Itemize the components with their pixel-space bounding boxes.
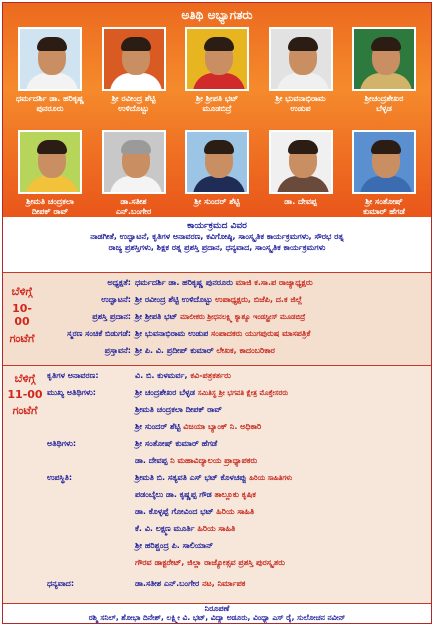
guest-card <box>343 27 425 114</box>
row-extra: ಲೇಖಕ, ಕಾದಂಬರಿಕಾರ <box>216 346 275 355</box>
session-2-time <box>5 372 45 417</box>
guest-card <box>260 130 342 217</box>
row-label: ಕೃತಿಗಳ ಅನಾವರಣ: <box>47 371 99 380</box>
row-extra: ನಟ, ನಿರ್ಮಾಪಕ <box>202 579 246 588</box>
guest-photo <box>352 27 416 91</box>
guest-name-line2: ಪುನರೂರು <box>36 104 64 113</box>
row-label: ಪ್ರಸ್ತಾವನೆ: <box>104 346 131 355</box>
programme-line: ನಾಡಗೀತೆ, ಉದ್ಘಾಟನೆ, ಕೃತಿಗಳ ಅನಾವರಣ, ಕವಿಗೋಷ್ಠಿ, ಸಾಂಸ್ಕೃತಿಕ ಕಾರ್ಯಕ್ರಮಗಳು, ಸೌರಭ ರತ್ನ <box>90 232 344 241</box>
row-label: ಉಪಸ್ಥಿತಿ: <box>47 473 73 482</box>
row-value: ಶ್ರೀ ಪಿ. ವಿ. ಪ್ರದೀಪ್ ಕುಮಾರ್ <box>135 346 214 355</box>
guest-name: ಡಾ.ಸತೀಶ <box>120 197 147 206</box>
row-extra: ಹಿರಿಯ ಸಾಹಿತಿ <box>197 524 236 533</box>
guest-name: ಶ್ರೀಚಂದ್ರಶೇಖರ <box>364 94 404 103</box>
row-value: ಕೆ. ವಿ. ಲಕ್ಷ್ಮಣ ಮೂರ್ತಿ <box>135 524 195 533</box>
row-value: ಶ್ರೀಮತಿ ಚಂದ್ರಕಲಾ ದೀಪಕ್ ರಾವ್ <box>135 405 222 414</box>
row-value: ಶ್ರೀ ಸಂತೋಷ್ ಕುಮಾರ್ ಹೆಗಡೆ <box>135 439 218 448</box>
programme-title: ಕಾರ್ಯಕ್ರಮದ ವಿವರ <box>187 221 247 231</box>
guest-name: ಶ್ರೀ ರವೀಂದ್ರ ಶೆಟ್ಟಿ <box>111 94 156 103</box>
guest-name: ಶ್ರೀ ಸುಂದರ್ ಶೆಟ್ಟಿ <box>194 197 240 206</box>
programme-section <box>3 217 431 273</box>
row-value: ಧರ್ಮದರ್ಶಿ ಡಾ. ಹರಿಕೃಷ್ಣ ಪುನರೂರು <box>135 278 233 287</box>
guest-photo <box>102 27 166 91</box>
row-value: ಶ್ರೀ ಚಂದ್ರಶೇಖರ ಬೆಳ್ಳಡ <box>135 388 195 397</box>
row-extra: ತಾಲ್ಲೂಕು ಕೃಷಿಕ <box>214 490 256 499</box>
guest-name: ಧರ್ಮದರ್ಶಿ ಡಾ. ಹರಿಕೃಷ್ಣ <box>15 94 85 103</box>
guest-name: ಶ್ರೀಮತಿ ಚಂದ್ರಕಲಾ <box>26 197 74 206</box>
row-label: ಪ್ರಶಸ್ತಿ ಪ್ರದಾನ: <box>92 312 131 321</box>
guest-card <box>343 130 425 217</box>
session-1-time <box>5 285 39 345</box>
guest-photo <box>18 27 82 91</box>
time-label: ಬೆಳಿಗ್ಗೆ <box>11 285 33 298</box>
guest-name-line2: ಉಳಿದೊಟ್ಟು <box>118 104 149 113</box>
time-unit: ಗಂಟೆಗೆ <box>9 332 35 345</box>
row-label: ಧನ್ಯವಾದ: <box>47 579 75 588</box>
guest-name-line2: ದೀಪಕ್ ರಾವ್ <box>31 207 69 216</box>
guest-photo <box>185 27 249 91</box>
guest-name: ಶ್ರೀ ಸಂತೋಷ್ <box>365 197 403 206</box>
guest-name-line2: ಮೂಡಬಿದ್ರೆ <box>202 104 232 113</box>
row-extra: ಮಾಜಿ ಕ.ಸಾ.ಪ ರಾಜ್ಯಾಧ್ಯಕ್ಷರು <box>235 278 313 287</box>
guest-card <box>9 27 91 114</box>
row-value: ಶ್ರೀ ಭುವನಾಭಿರಾಮ ಉಡುಪ <box>135 329 209 338</box>
row-value: ವಿ. ಬಿ. ಕುಳಮರ್ವ, <box>135 371 188 380</box>
guests-title: ಅತಿಥಿ ಅಭ್ಯಾಗತರು <box>181 8 253 22</box>
row-label: ಮುಖ್ಯ ಅತಿಥಿಗಳು: <box>47 388 96 397</box>
row-extra: ಹಿರಿಯ ಸಾಹಿತಿ <box>216 507 255 516</box>
row-extra: ಗೌರವ ಡಾಕ್ಟರೇಟ್, ಜಿಲ್ಲಾ ರಾಜ್ಯೋತ್ಸವ ಪ್ರಶಸ್ತಿ ಪುರಸ್ಕೃತರು <box>135 558 285 567</box>
time-label: ಬೆಳಿಗ್ಗೆ <box>14 372 36 385</box>
row-value: ಶ್ರೀ ಶ್ರೀಪತಿ ಭಟ್ <box>135 312 178 321</box>
guest-card <box>176 130 258 217</box>
guest-name: ಡಾ. ದೇವಪ್ಪ <box>284 197 317 206</box>
time-value: 10-00 <box>12 302 32 328</box>
session-1 <box>3 273 431 365</box>
row-value: ಪಡಂಬೈಲು ಡಾ. ಕೃಷ್ಣಪ್ಪ ಗೌಡ <box>135 490 212 499</box>
row-label: ಅತಿಥಿಗಳು: <box>47 439 77 448</box>
row-label: ಉದ್ಘಾಟನೆ: <box>101 295 131 304</box>
guest-name: ಶ್ರೀ ಶ್ರೀಪತಿ ಭಟ್ <box>195 94 239 103</box>
guest-name: ಶ್ರೀ ಭುವನಾಭಿರಾಮ <box>275 94 326 103</box>
footer-presenters: ರಶ್ಮಿ ಸನಿಲ್, ಶೋಭಾ ದಿನೇಶ್, ಲಕ್ಷ್ಮೀ ವಿ. ಭಟ್, ವಿದ್ಯಾ ಅಡೂರು, ವಿಂಧ್ಯಾ ಎಸ್ ರೈ, ಸುಲೋಚನ ನವೀನ್ <box>88 613 346 622</box>
guest-photo <box>185 130 249 194</box>
row-extra: ವಿಜಯಾ ಬ್ಯಾಂಕ್ ನಿ. ಅಧಿಕಾರಿ <box>183 422 262 431</box>
row-value: ಡಾ. ಕೊಳ್ಳಪ್ಪೆ ಗೋವಿಂದ ಭಟ್ <box>135 507 214 516</box>
row-extra: ಹಿರಿಯ ಸಾಹಿತಿಗಳು <box>249 474 293 482</box>
row-value: ಶ್ರೀಮತಿ ಬಿ. ಸತ್ಯವತಿ ಎಸ್ ಭಟ್ ಕೊಳಚಪ್ಪು <box>135 473 247 482</box>
guests-section <box>3 3 431 217</box>
row-value: ಶ್ರೀ ರವೀಂದ್ರ ಶೆಟ್ಟಿ ಉಳಿದೊಟ್ಟು <box>135 295 213 304</box>
row-label: ಅಧ್ಯಕ್ಷತೆ: <box>107 278 131 287</box>
guest-name-line2: ಕುಮಾರ್ ಹೆಗಡೆ <box>363 207 405 216</box>
guest-card <box>9 130 91 217</box>
row-value: ಡಾ.ಸತೀಶ ಎನ್.ಬಂಗೇರ <box>135 579 200 588</box>
guest-photo <box>269 130 333 194</box>
guest-name-line2: ಎನ್.ಬಂಗೇರ <box>115 207 152 216</box>
programme-line: ರಾಜ್ಯ ಪ್ರಶಸ್ತಿಗಳು, ಶಿಕ್ಷಕ ರತ್ನ ಪ್ರಶಸ್ತಿ ಪ್ರದಾನ, ಧನ್ಯವಾದ, ಸಾಂಸ್ಕೃತಿಕ ಕಾರ್ಯಕ್ರಮಗಳು <box>108 243 326 252</box>
row-extra: ಉಪಾಧ್ಯಕ್ಷರು, ಬಿಜೆಪಿ, ದ.ಕ ಜಿಲ್ಲೆ <box>215 295 303 304</box>
guest-card <box>176 27 258 114</box>
guest-card <box>260 27 342 114</box>
row-extra: ಸಮಿತಿಸ್ಥ ಶ್ರೀ ಭಗವತಿ ಕ್ಷೇತ್ರ ಮೊಕ್ತೇಸರರು <box>197 389 289 397</box>
guest-card <box>93 27 175 114</box>
guest-row-1 <box>9 27 425 114</box>
guest-photo <box>102 130 166 194</box>
time-value: 11-00 <box>7 388 43 401</box>
guest-photo <box>352 130 416 194</box>
row-extra: ನಿ ಮಹಾವಿದ್ಯಾಲಯ ಪ್ರಾಧ್ಯಾಪಕರು <box>170 456 258 465</box>
row-extra: ಮಾಲೀಕರು ಶ್ರೀಧನಲಕ್ಷ್ಮಿ ಕ್ಯಾಶ್ಯೂ ಇಂಡಸ್ಟ್ರೀಸ್ ಮೂಡಬಿದ್ರೆ <box>180 313 306 321</box>
invitation-page <box>2 2 432 624</box>
guest-name-line2: ಉಡುಪ <box>290 104 311 113</box>
guest-photo <box>269 27 333 91</box>
guest-row-2 <box>9 130 425 217</box>
guest-card <box>93 130 175 217</box>
row-extra: ಸಂಪಾದಕರು ಯುಗಪುರುಷ ಮಾಸಪತ್ರಿಕೆ <box>211 329 311 338</box>
footer-title: ನಿರೂಪಣೆ <box>204 604 230 613</box>
row-value: ಶ್ರೀ ಹರಿಶ್ಚಂದ್ರ ಪಿ. ಸಾಲಿಯಾನ್ <box>135 541 214 550</box>
row-value: ಶ್ರೀ ಸುಂದರ್ ಶೆಟ್ಟಿ <box>135 422 181 431</box>
session-2 <box>3 366 431 604</box>
row-value: ಡಾ. ದೇವಪ್ಪ <box>135 456 168 465</box>
guest-photo <box>18 130 82 194</box>
row-label: ಸ್ಮರಣ ಸಂಚಿಕೆ ಬಿಡುಗಡೆ: <box>67 329 131 338</box>
footer <box>3 604 431 624</box>
row-extra: ಕವಿ-ಪತ್ರಕರ್ತರು <box>190 371 231 380</box>
guest-name-line2: ಬೆಳ್ಳಡ <box>376 104 392 113</box>
time-unit: ಗಂಟೆಗೆ <box>12 404 38 417</box>
